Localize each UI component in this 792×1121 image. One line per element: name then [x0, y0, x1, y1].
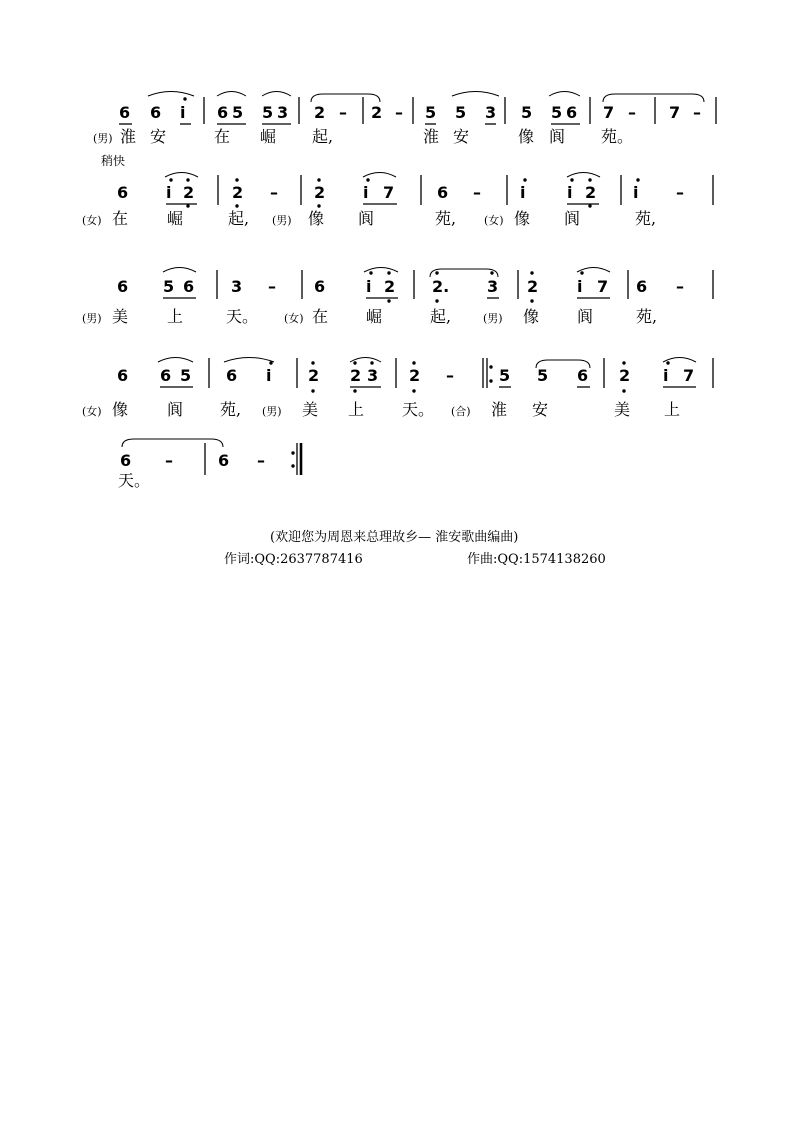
octave-dot [311, 361, 314, 364]
note: – [165, 451, 173, 470]
octave-dot [317, 178, 320, 181]
note: – [446, 366, 454, 385]
octave-dot [186, 204, 189, 207]
note: i [180, 103, 186, 122]
note: 2 [585, 183, 597, 202]
tie [430, 269, 498, 277]
note: 6 [117, 277, 129, 296]
note: 2 [384, 277, 396, 296]
lyric: 崛 [167, 209, 184, 228]
note: i [363, 183, 369, 202]
note: 5 [551, 103, 563, 122]
octave-dot [412, 361, 415, 364]
singer-label: (女) [82, 214, 102, 227]
octave-dot [530, 299, 533, 302]
slur [217, 92, 246, 97]
composer-contact: 作曲:QQ:1574138260 [467, 552, 606, 567]
note: – [395, 103, 403, 122]
lyric: 天。 [402, 400, 435, 419]
note: 6 [217, 103, 229, 122]
note: 6 [119, 103, 131, 122]
singer-label: (男) [93, 132, 113, 145]
note: 6 [117, 366, 129, 385]
tie [122, 439, 223, 447]
octave-dot [235, 178, 238, 181]
note: 7 [603, 103, 615, 122]
slur [567, 173, 600, 178]
lyric: 在 [112, 209, 129, 228]
note: i [266, 366, 272, 385]
lyric: 崛 [366, 307, 383, 326]
note: 5 [521, 103, 533, 122]
lyric: 苑, [636, 307, 658, 326]
octave-dot [353, 389, 356, 392]
note: 2 [371, 103, 383, 122]
lyric: 起, [228, 209, 250, 228]
note: 3 [231, 277, 243, 296]
note: – [268, 277, 276, 296]
octave-dot [369, 271, 372, 274]
octave-dot [580, 271, 583, 274]
lyric: 淮 [491, 400, 508, 419]
note: 5 [455, 103, 467, 122]
lyric: 天。 [118, 471, 151, 490]
lyric: 安 [150, 127, 167, 146]
singer-label: (男) [483, 312, 503, 325]
note: 5 [425, 103, 437, 122]
note: 2 [314, 103, 326, 122]
lyric: 在 [312, 307, 329, 326]
octave-dot [186, 178, 189, 181]
octave-dot [489, 379, 492, 382]
octave-dot [435, 299, 438, 302]
note: 6 [437, 183, 449, 202]
note: 2 [350, 366, 362, 385]
note: 7 [683, 366, 695, 385]
note: 5 [262, 103, 274, 122]
lyric: 苑。 [601, 127, 634, 146]
slur [363, 173, 396, 178]
lyric: 上 [167, 307, 184, 326]
note: i [577, 277, 583, 296]
lyric: 阆 [564, 209, 581, 228]
lyric: 像 [308, 209, 325, 228]
lyric: 像 [518, 127, 535, 146]
octave-dot [588, 178, 591, 181]
note: 7 [669, 103, 681, 122]
octave-dot [291, 451, 294, 454]
tie [311, 94, 380, 102]
lyric: 阆 [577, 307, 594, 326]
note: – [628, 103, 636, 122]
note: i [567, 183, 573, 202]
note: 2 [232, 183, 244, 202]
octave-dot [366, 178, 369, 181]
lyric: 阆 [167, 400, 184, 419]
note: 6 [183, 277, 195, 296]
octave-dot [387, 299, 390, 302]
octave-dot [489, 365, 492, 368]
lyric: 美 [112, 307, 129, 326]
lyric: 像 [112, 400, 129, 419]
slur [549, 92, 580, 97]
note: 6 [314, 277, 326, 296]
note: 3 [487, 277, 499, 296]
note: 2. [432, 277, 450, 296]
slur [364, 268, 398, 273]
note: 2 [314, 183, 326, 202]
note: i [663, 366, 669, 385]
note: 6 [636, 277, 648, 296]
note: 6 [117, 183, 129, 202]
note: 7 [383, 183, 395, 202]
note: i [633, 183, 639, 202]
lyric: 在 [214, 127, 231, 146]
octave-dot [490, 271, 493, 274]
note: 6 [218, 451, 230, 470]
note: 2 [527, 277, 539, 296]
lyric: 上 [348, 400, 365, 419]
octave-dot [169, 178, 172, 181]
note: – [270, 183, 278, 202]
singer-label: (女) [284, 312, 304, 325]
lyric: 天。 [226, 307, 259, 326]
tie [603, 94, 704, 102]
octave-dot [666, 361, 669, 364]
octave-dot [435, 271, 438, 274]
octave-dot [588, 204, 591, 207]
singer-label: (男) [82, 312, 102, 325]
octave-dot [183, 97, 186, 100]
octave-dot [311, 389, 314, 392]
note: 6 [150, 103, 162, 122]
tempo-marking: 稍快 [101, 154, 126, 168]
lyric: 上 [664, 400, 681, 419]
lyric: 起, [430, 307, 452, 326]
lyric: 苑, [220, 400, 242, 419]
octave-dot [622, 361, 625, 364]
lyric: 起, [312, 127, 334, 146]
octave-dot [235, 204, 238, 207]
slur [262, 92, 291, 97]
note: 6 [120, 451, 132, 470]
note: – [676, 183, 684, 202]
slur [350, 358, 381, 363]
octave-dot [412, 389, 415, 392]
credit-line: (欢迎您为周恩来总理故乡— 淮安歌曲编曲) [270, 530, 519, 545]
note: 2 [183, 183, 195, 202]
octave-dot [530, 271, 533, 274]
lyric: 像 [523, 307, 540, 326]
note: – [693, 103, 701, 122]
note: 6 [226, 366, 238, 385]
note: 6 [566, 103, 578, 122]
singer-label: (女) [82, 405, 102, 418]
lyricist-contact: 作词:QQ:2637787416 [224, 552, 363, 567]
slur [163, 268, 196, 273]
singer-label: (男) [272, 214, 292, 227]
note: 5 [163, 277, 175, 296]
singer-label: (女) [484, 214, 504, 227]
note: 5 [232, 103, 244, 122]
octave-dot [353, 361, 356, 364]
lyric: 淮 [120, 127, 137, 146]
octave-dot [291, 464, 294, 467]
note: 2 [308, 366, 320, 385]
slur [452, 92, 499, 97]
slur [224, 358, 274, 363]
octave-dot [317, 204, 320, 207]
note: 2 [619, 366, 631, 385]
lyric: 像 [514, 209, 531, 228]
note: i [166, 183, 172, 202]
octave-dot [387, 271, 390, 274]
note: 7 [597, 277, 609, 296]
note: 6 [577, 366, 589, 385]
note: – [473, 183, 481, 202]
note: 3 [277, 103, 289, 122]
lyric: 苑, [635, 209, 657, 228]
note: i [366, 277, 372, 296]
singer-label: (合) [451, 405, 471, 418]
note: – [257, 451, 265, 470]
slur [165, 173, 198, 178]
lyric: 崛 [260, 127, 277, 146]
note: 6 [160, 366, 172, 385]
note: 3 [485, 103, 497, 122]
octave-dot [523, 178, 526, 181]
note: – [339, 103, 347, 122]
note: 2 [409, 366, 421, 385]
note: 5 [180, 366, 192, 385]
slur [158, 358, 193, 363]
octave-dot [622, 389, 625, 392]
slur [148, 92, 194, 97]
lyric: 美 [614, 400, 631, 419]
octave-dot [370, 361, 373, 364]
lyric: 美 [302, 400, 319, 419]
note: 3 [367, 366, 379, 385]
lyric: 安 [532, 400, 549, 419]
octave-dot [570, 178, 573, 181]
note: 5 [499, 366, 511, 385]
lyric: 阆 [358, 209, 375, 228]
octave-dot [636, 178, 639, 181]
lyric: 淮 [423, 127, 440, 146]
note: i [520, 183, 526, 202]
singer-label: (男) [262, 405, 282, 418]
lyric: 安 [453, 127, 470, 146]
lyric: 苑, [435, 209, 457, 228]
note: – [676, 277, 684, 296]
note: 5 [537, 366, 549, 385]
lyric: 阆 [549, 127, 566, 146]
